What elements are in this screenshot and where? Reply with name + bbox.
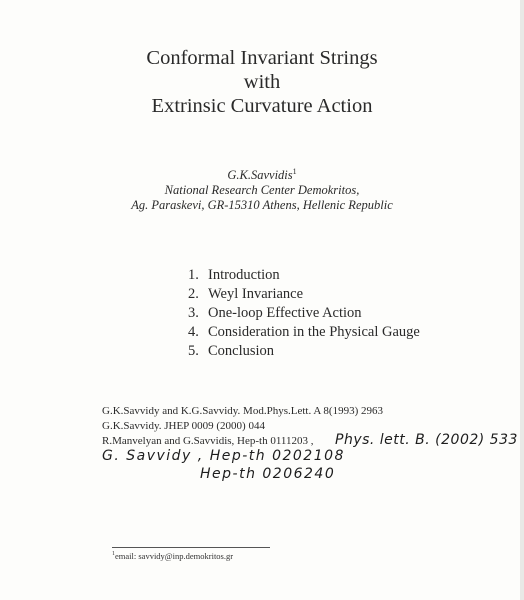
affiliation-line-2: Ag. Paraskevi, GR-15310 Athens, Hellenic Republic — [131, 198, 393, 213]
title-line-2: with — [243, 71, 281, 93]
handwritten-note-3: Hep-th 0206240 — [200, 466, 336, 482]
reference-2: G.K.Savvidy. JHEP 0009 (2000) 044 — [102, 420, 265, 432]
toc-number: 4. — [188, 324, 199, 340]
footnote — [112, 551, 233, 561]
title-line-1: Conformal Invariant Strings — [146, 47, 378, 69]
toc-item-2 — [188, 285, 420, 304]
reference-3: R.Manvelyan and G.Savvidis, Hep-th 0111203 , — [102, 435, 314, 447]
toc-label: Weyl Invariance — [208, 286, 304, 302]
author-name: G.K.Savvidis — [227, 168, 293, 183]
handwritten-note-1: Phys. lett. B. (2002) 533 — [335, 432, 518, 448]
title-line-3: Extrinsic Curvature Action — [151, 95, 373, 117]
toc-item-5 — [188, 342, 420, 361]
author-footnote-mark: 1 — [292, 167, 297, 176]
toc-label: Consideration in the Physical Gauge — [208, 324, 420, 340]
toc-number: 5. — [188, 343, 199, 359]
toc-label: Conclusion — [208, 343, 275, 359]
toc-label: Introduction — [208, 267, 280, 283]
footnote-rule — [112, 547, 270, 548]
toc-label: One-loop Effective Action — [208, 305, 362, 321]
footnote-text: email: savvidy@inp.demokritos.gr — [115, 551, 234, 561]
affiliation-line-1: National Research Center Demokritos, — [164, 183, 360, 198]
toc-item-4 — [188, 323, 420, 342]
toc-item-3 — [188, 304, 420, 323]
footnote-mark: 1 — [112, 551, 115, 558]
author-block — [0, 164, 524, 213]
reference-1: G.K.Savvidy and K.G.Savvidy. Mod.Phys.Lett. A 8(1993) 2963 — [102, 405, 384, 417]
toc-number: 3. — [188, 305, 199, 321]
toc-number: 2. — [188, 286, 199, 302]
paper-title — [0, 46, 524, 118]
handwritten-note-2: G. Savvidy , Hep-th 0202108 — [102, 448, 345, 464]
toc-number: 1. — [188, 267, 199, 283]
table-of-contents — [188, 266, 420, 361]
author-name-line — [0, 164, 524, 183]
toc-item-1 — [188, 266, 420, 285]
